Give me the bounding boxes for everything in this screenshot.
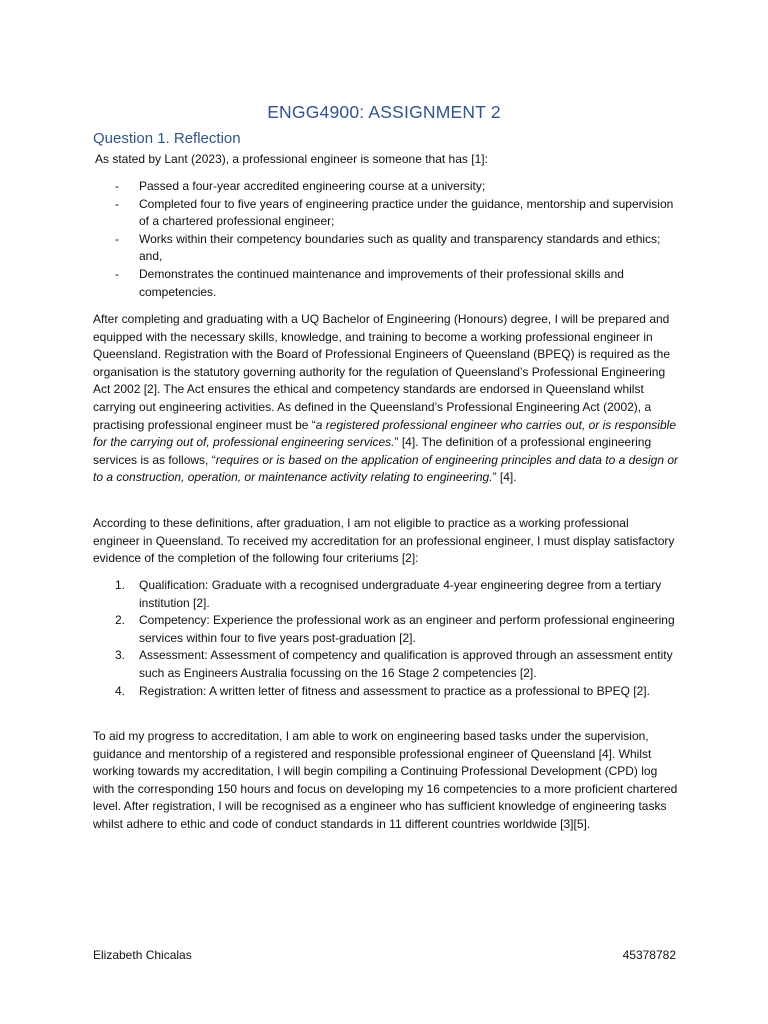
paragraph-text: ” [4].	[492, 470, 517, 485]
intro-paragraph: As stated by Lant (2023), a professional engineer is someone that has [1]:	[95, 152, 488, 166]
item-number: 3.	[115, 648, 126, 663]
document-title: ENGG4900: ASSIGNMENT 2	[267, 102, 501, 122]
criteria-list	[93, 178, 678, 301]
footer-student-id: 45378782	[622, 948, 676, 962]
numbered-item	[93, 612, 678, 647]
list-item: - Completed four to five years of engineering practice under the guidance, mentorship and supervision of a chartered professional engineer;	[93, 196, 678, 231]
section-heading: Question 1. Reflection	[93, 130, 241, 147]
item-text: Qualification: Graduate with a recognised undergraduate 4-year engineering degree from a tertiary institution [2].	[139, 578, 662, 610]
numbered-item	[93, 577, 678, 612]
item-number: 1.	[115, 578, 126, 592]
paragraph-accreditation: To aid my progress to accreditation, I am able to work on engineering based tasks under the supervision, guidance and mentorship of a registered and responsible professional engineer of Queensland [4]. Whilst working towards my accreditation, I will begin compiling a Continuing Professional Development (CPD) log with the corresponding 150 hours and focus on developing my 16 competencies to a more proficient chartered level. After registration, I will be recognised as a engineer who has sufficient knowledge of engineering tasks whilst adhere to ethic and code of conduct standards in 11 different countries worldwide [3][5].	[93, 729, 678, 831]
footer-author: Elizabeth Chicalas	[93, 948, 192, 962]
item-text: Assessment: Assessment of competency and qualification is approved through an assessment entity such as Engineers Australia focussing on the 16 Stage 2 competencies [2].	[139, 648, 673, 680]
list-item: - Works within their competency boundaries such as quality and transparency standards and ethics; and,	[93, 231, 678, 266]
item-number: 2.	[115, 613, 126, 628]
quote-text: a registered professional engineer who carries out, or is responsible for the carrying out of, professional engineering services.	[93, 417, 676, 450]
item-text: Registration: A written letter of fitness and assessment to practice as a professional to BPEQ [2].	[139, 683, 650, 698]
item-number: 4.	[115, 683, 126, 698]
numbered-criteria-list	[93, 577, 678, 700]
paragraph-text: ” [4]. The definition of a professional engineering services is as follows, “	[93, 435, 652, 467]
numbered-item	[93, 683, 678, 701]
list-item: - Passed a four-year accredited engineering course at a university;	[93, 178, 678, 196]
paragraph-text: After completing and graduating with a UQ Bachelor of Engineering (Honours) degree, I will be prepared and equipped with the necessary skills, knowledge, and training to become a working professional engineer in Queensland. Registration with the Board of Professional Engineers of Queensland (BPEQ) is required as the organisation is the statutory governing authority for the regulation of Queensland’s Professional Engineering Act 2002 [2]. The Act ensures the ethical and competency standards are endorsed in Queensland whilst carrying out engineering activities. As defined in the Queensland’s Professional Engineering Act (2002), a practising professional engineer must be “	[93, 312, 670, 432]
paragraph-definitions: According to these definitions, after graduation, I am not eligible to practice as a working professional engineer in Queensland. To received my accreditation for an professional engineer, I must display satisfactory evidence of the completion of the following four criteriums [2]:	[93, 516, 675, 566]
paragraph-registration	[93, 311, 678, 487]
quote-text: requires or is based on the application of engineering principles and data to a design or to a construction, operation, or maintenance activity relating to engineering.	[93, 452, 679, 485]
numbered-item	[93, 647, 678, 682]
item-text: Competency: Experience the professional work as an engineer and perform professional engineering services within four to five years post-graduation [2].	[139, 613, 675, 645]
list-item: - Demonstrates the continued maintenance and improvements of their professional skills and competencies.	[93, 266, 678, 301]
